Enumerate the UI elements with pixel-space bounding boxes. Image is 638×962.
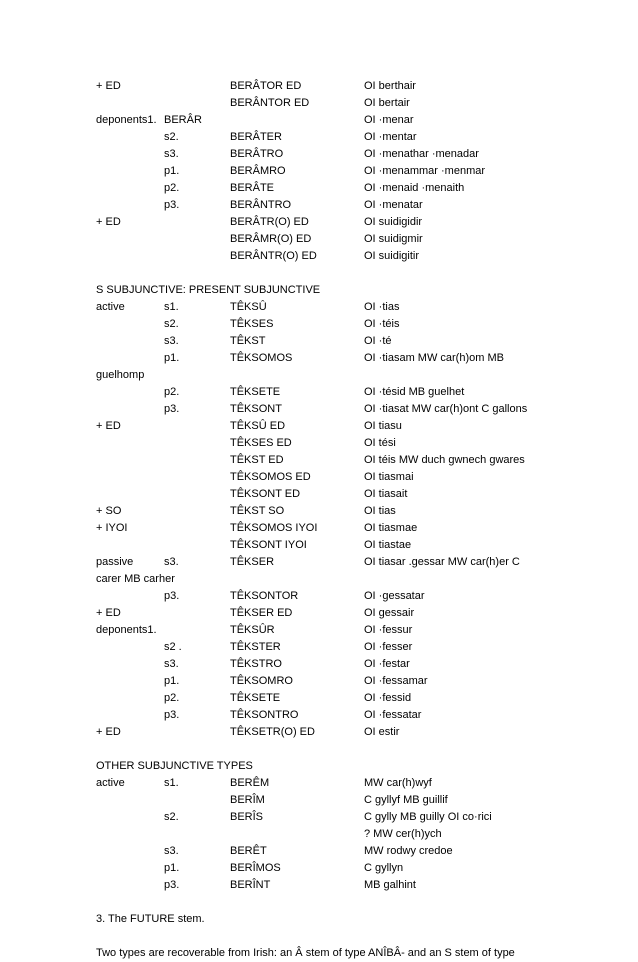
text-line [0,299,638,316]
row-label: + ED [96,216,121,228]
row-cognates: OI ·fessamar [364,675,428,687]
row-person: s3. [164,556,179,568]
row-cognates: OI ·gessatar [364,590,425,602]
row-form: TÊKSTRO [230,658,282,670]
row-label: + SO [96,505,122,517]
text-line [0,486,638,503]
text-line [0,860,638,877]
text-line [0,78,638,95]
text-line [0,231,638,248]
row-person: s2. [164,131,179,143]
text-line [0,367,638,384]
text-line [0,197,638,214]
blank-line [0,928,638,945]
row-cognates: MB galhint [364,879,416,891]
row-form: TÊKSONT IYOI [230,539,307,551]
row-cognates: OI ·fessid [364,692,412,704]
row-cognates: OI ·fesser [364,641,413,653]
row-form: TÊKSONT [230,403,282,415]
row-person: p1. [164,165,180,177]
row-form: BERÎM [230,794,265,806]
text-line [0,724,638,741]
row-cognates: OI suidigmir [364,233,423,245]
text-line [0,469,638,486]
row-label: + ED [96,726,121,738]
row-person: s3. [164,148,179,160]
row-cognates: C gyllyn [364,862,404,874]
row-person: BERÂR [164,114,202,126]
row-cognates: OI estir [364,726,400,738]
row-person: p3. [164,590,180,602]
row-person: s3. [164,335,179,347]
line-text: carer MB carher [96,573,175,585]
row-cognates: OI tiasmae [364,522,418,534]
row-form: BERÊT [230,845,267,857]
text-line [0,112,638,129]
row-form: BERÂNTRO [230,199,292,211]
row-form: TÊKSES [230,318,274,330]
text-line [0,248,638,265]
row-label: passive [96,556,134,568]
text-line [0,792,638,809]
text-line [0,554,638,571]
text-line [0,588,638,605]
text-line [0,163,638,180]
row-person: p3. [164,879,180,891]
row-cognates: OI ·té [364,335,392,347]
text-line [0,571,638,588]
row-form: BERÎMOS [230,862,281,874]
row-form: BERÂTE [230,182,275,194]
row-form: BERÂMRO [230,165,286,177]
row-form: TÊKSTER [230,641,281,653]
text-line [0,401,638,418]
text-line [0,384,638,401]
row-person: p2. [164,386,180,398]
row-form: TÊKSONTRO [230,709,299,721]
row-cognates: OI ·mentar [364,131,417,143]
row-form: BERÊM [230,777,270,789]
row-person: p1. [164,675,180,687]
text-line [0,911,638,928]
text-line [0,758,638,775]
text-line [0,877,638,894]
row-cognates: C gyllyf MB guillif [364,794,448,806]
text-line [0,945,638,962]
text-line [0,809,638,826]
text-line [0,129,638,146]
row-cognates: OI ·tiasam MW car(h)om MB [364,352,504,364]
line-text: Two types are recoverable from Irish: an Â stem of type ANÎBÂ- and an S stem of type [96,947,515,959]
row-cognates: OI tiasu [364,420,402,432]
row-person: p2. [164,182,180,194]
row-cognates: OI tiasar .gessar MW car(h)er C [364,556,520,568]
row-form: BERÂTER [230,131,282,143]
text-line [0,146,638,163]
row-form: BERÎS [230,811,264,823]
row-cognates: OI gessair [364,607,415,619]
text-line [0,707,638,724]
row-form: TÊKSÛ ED [230,420,286,432]
row-form: TÊKSOMOS [230,352,293,364]
row-cognates: OI ·menaid ·menaith [364,182,465,194]
row-cognates: OI suidigitir [364,250,420,262]
row-cognates: MW rodwy credoe [364,845,453,857]
row-form: TÊKSÛR [230,624,275,636]
text-line [0,350,638,367]
blank-line [0,741,638,758]
row-label: deponents1. [96,114,157,126]
row-form: BERÂTRO [230,148,284,160]
row-person: s2. [164,811,179,823]
row-person: s2 . [164,641,182,653]
row-cognates: OI berthair [364,80,416,92]
text-line [0,605,638,622]
text-line [0,622,638,639]
row-cognates: OI tias [364,505,396,517]
row-person: s1. [164,777,179,789]
row-form: TÊKSER [230,556,275,568]
row-form: TÊKSER ED [230,607,293,619]
row-cognates: OI tiasmai [364,471,414,483]
row-person: p2. [164,692,180,704]
text-line [0,775,638,792]
text-line [0,452,638,469]
row-cognates: OI ·fessatar [364,709,422,721]
row-label: active [96,777,125,789]
row-form: TÊKSOMOS ED [230,471,311,483]
row-cognates: OI suidigidir [364,216,423,228]
row-form: TÊKSETE [230,386,281,398]
row-form: TÊKST [230,335,266,347]
row-form: BERÂNTR(O) ED [230,250,317,262]
row-cognates: OI ·menammar ·menmar [364,165,486,177]
text-line [0,843,638,860]
text-line [0,673,638,690]
text-line [0,639,638,656]
text-line [0,520,638,537]
row-person: s2. [164,318,179,330]
row-cognates: OI téis MW duch gwnech gwares [364,454,525,466]
row-label: + ED [96,607,121,619]
row-label: active [96,301,125,313]
text-line [0,435,638,452]
row-cognates: ? MW cer(h)ych [364,828,442,840]
row-form: BERÂNTOR ED [230,97,310,109]
row-form: TÊKSONTOR [230,590,299,602]
row-form: TÊKST ED [230,454,284,466]
text-line [0,418,638,435]
row-cognates: OI ·tias [364,301,400,313]
row-form: TÊKSOMRO [230,675,293,687]
row-person: s1. [164,301,179,313]
row-cognates: OI ·menathar ·menadar [364,148,479,160]
text-line [0,503,638,520]
row-cognates: OI tiastae [364,539,412,551]
row-form: BERÎNT [230,879,271,891]
row-cognates: OI ·tésid MB guelhet [364,386,465,398]
row-label: + ED [96,420,121,432]
line-text: 3. The FUTURE stem. [96,913,205,925]
line-text: guelhomp [96,369,145,381]
text-line [0,282,638,299]
row-form: BERÂMR(O) ED [230,233,312,245]
row-form: BERÂTR(O) ED [230,216,309,228]
row-cognates: C gylly MB guilly OI co·rici [364,811,492,823]
row-person: p3. [164,403,180,415]
text-line [0,826,638,843]
text-line [0,690,638,707]
text-line [0,656,638,673]
row-form: TÊKSONT ED [230,488,301,500]
row-person: s3. [164,658,179,670]
text-line [0,95,638,112]
row-label: + ED [96,80,121,92]
row-form: TÊKSOMOS IYOI [230,522,318,534]
row-cognates: OI ·téis [364,318,400,330]
text-line [0,333,638,350]
row-cognates: OI ·festar [364,658,410,670]
row-form: TÊKSES ED [230,437,292,449]
row-cognates: OI ·menatar [364,199,423,211]
row-form: TÊKSÛ [230,301,267,313]
row-person: p3. [164,709,180,721]
row-form: BERÂTOR ED [230,80,302,92]
row-person: p3. [164,199,180,211]
row-cognates: OI ·tiasat MW car(h)ont C gallons [364,403,528,415]
row-form: TÊKSETE [230,692,281,704]
row-cognates: OI tiasait [364,488,408,500]
row-person: s3. [164,845,179,857]
text-line [0,537,638,554]
row-cognates: OI bertair [364,97,410,109]
line-text: OTHER SUBJUNCTIVE TYPES [96,760,253,772]
row-person: p1. [164,352,180,364]
blank-line [0,265,638,282]
text-line [0,180,638,197]
row-form: TÊKST SO [230,505,285,517]
row-form: TÊKSETR(O) ED [230,726,315,738]
row-cognates: MW car(h)wyf [364,777,432,789]
row-cognates: OI tési [364,437,396,449]
row-cognates: OI ·fessur [364,624,413,636]
row-person: p1. [164,862,180,874]
row-cognates: OI ·menar [364,114,414,126]
line-text: S SUBJUNCTIVE: PRESENT SUBJUNCTIVE [96,284,321,296]
row-label: deponents1. [96,624,157,636]
text-line [0,214,638,231]
document-body [0,78,638,962]
row-label: + IYOI [96,522,128,534]
text-line [0,316,638,333]
